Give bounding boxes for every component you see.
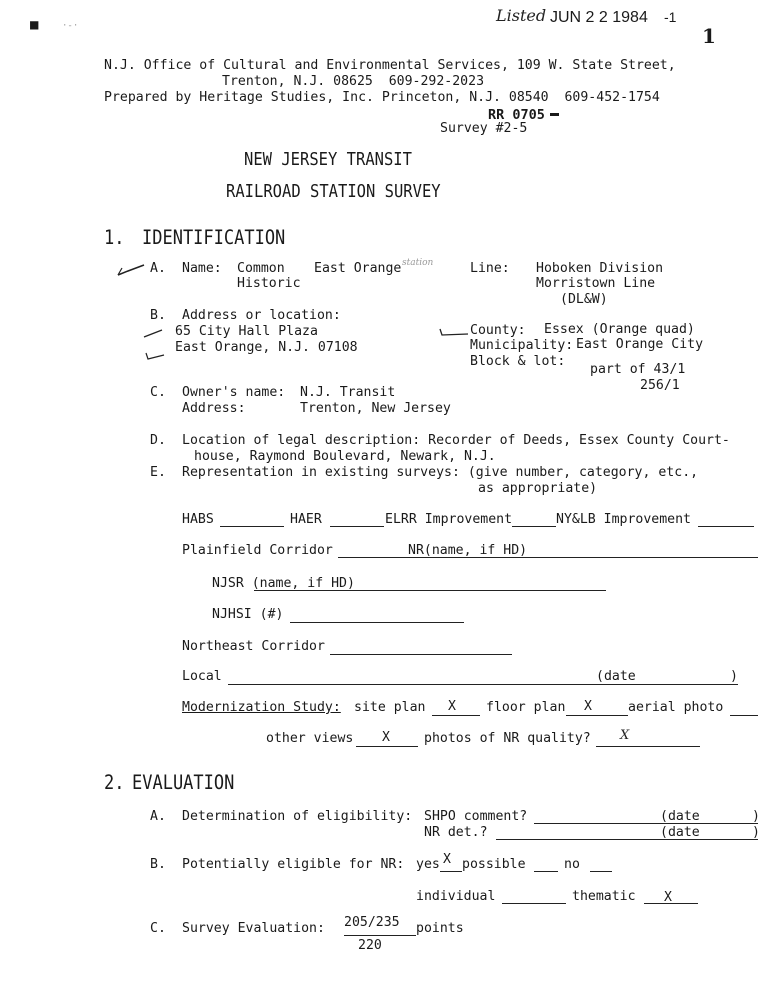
margin-mark: ·-· [62, 21, 79, 31]
other-views-blank [356, 746, 418, 747]
eval-a-label: A. [150, 809, 166, 824]
common-label: Common [237, 261, 285, 276]
score-denominator: 220 [358, 938, 382, 953]
item-c-label: C. [150, 385, 166, 400]
score-blank [344, 935, 416, 936]
title-line2: RAILROAD STATION SURVEY [226, 180, 441, 202]
yes-label: yes [416, 857, 440, 872]
plainfield-label: Plainfield Corridor [182, 543, 333, 558]
line-value-railroad: (DL&W) [560, 292, 608, 307]
thematic-label: thematic [572, 889, 636, 904]
no-label: no [564, 857, 580, 872]
site-plan-blank [432, 715, 480, 716]
existing-surveys-line2: as appropriate) [478, 481, 598, 496]
individual-blank [502, 903, 566, 904]
handwritten-checkmark-icon [144, 349, 166, 361]
address-line1: 65 City Hall Plaza [175, 324, 318, 339]
item-e-label: E. [150, 465, 166, 480]
ref-dash [550, 113, 559, 116]
office-address-line2: Trenton, N.J. 08625 609-292-2023 [222, 74, 485, 89]
habs-label: HABS [182, 512, 214, 527]
photos-nr-blank [596, 746, 700, 747]
njhsi-blank [290, 622, 464, 623]
survey-number: Survey #2-5 [440, 121, 528, 136]
elrr-blank [512, 526, 556, 527]
local-date-close: ) [730, 669, 738, 684]
section1-number: 1. [104, 226, 125, 250]
thematic-value: X [664, 890, 672, 905]
title-line1: NEW JERSEY TRANSIT [244, 148, 412, 170]
name-label: Name: [182, 261, 222, 276]
office-address-line1: N.J. Office of Cultural and Environmental Services, 109 W. State Street, [104, 58, 676, 73]
other-views-value: X [382, 730, 390, 745]
local-date-label: (date [596, 669, 636, 684]
nylb-blank [698, 526, 754, 527]
no-blank [590, 871, 612, 872]
elrr-label: ELRR Improvement [385, 512, 513, 527]
municipality-value: East Orange City [576, 337, 704, 352]
shpo-date-close: ) [752, 809, 760, 824]
section2-number: 2. [104, 771, 125, 795]
floor-plan-label: floor plan [486, 700, 566, 715]
shpo-label: SHPO comment? [424, 809, 528, 824]
nr-label: NR(name, if HD) [408, 543, 528, 558]
aerial-photo-blank [730, 715, 758, 716]
possible-blank [534, 871, 558, 872]
other-views-label: other views [266, 731, 354, 746]
handwritten-checkmark-icon [116, 262, 146, 278]
listed-stamp-word: Listed [496, 6, 547, 25]
local-blank [228, 684, 738, 685]
block-lot-label: Block & lot: [470, 354, 566, 369]
potentially-eligible-label: Potentially eligible for NR: [182, 857, 405, 872]
eligibility-label: Determination of eligibility: [182, 809, 413, 824]
survey-evaluation-label: Survey Evaluation: [182, 921, 325, 936]
njhsi-label: NJHSI (#) [212, 607, 284, 622]
yes-blank [440, 871, 462, 872]
handwritten-checkmark-icon [142, 327, 166, 339]
county-value: Essex (Orange quad) [544, 322, 695, 337]
item-d-label: D. [150, 433, 166, 448]
njsr-label: NJSR (name, if HD) [212, 576, 355, 591]
nylb-label: NY&LB Improvement [556, 512, 691, 527]
legal-description-line2: house, Raymond Boulevard, Newark, N.J. [194, 449, 496, 464]
nr-det-label: NR det.? [424, 825, 488, 840]
photos-nr-value: X [620, 728, 630, 743]
eval-c-label: C. [150, 921, 166, 936]
owner-address-value: Trenton, New Jersey [300, 401, 451, 416]
owner-address-label: Address: [182, 401, 246, 416]
nr-blank [408, 557, 758, 558]
common-name-value: East Orange [314, 261, 402, 276]
prepared-by-line: Prepared by Heritage Studies, Inc. Princeton, N.J. 08540 609-452-1754 [104, 90, 660, 105]
owner-name-label: Owner's name: [182, 385, 286, 400]
section1-heading: IDENTIFICATION [142, 226, 286, 250]
haer-blank [330, 526, 384, 527]
common-name-handwritten: station [402, 258, 434, 268]
nr-det-date-close: ) [752, 825, 760, 840]
local-label: Local [182, 669, 222, 684]
aerial-photo-label: aerial photo [628, 700, 724, 715]
floor-plan-value: X [584, 699, 592, 714]
municipality-label: Municipality: [470, 338, 574, 353]
block-lot-value2: 256/1 [640, 378, 680, 393]
listed-stamp-date: JUN 2 2 1984 [550, 9, 648, 26]
site-plan-value: X [448, 699, 456, 714]
modernization-label: Modernization Study: [182, 700, 341, 715]
njsr-blank [254, 590, 606, 591]
historic-label: Historic [237, 276, 301, 291]
individual-label: individual [416, 889, 496, 904]
photos-nr-label: photos of NR quality? [424, 731, 591, 746]
floor-plan-blank [566, 715, 628, 716]
plainfield-blank [338, 557, 408, 558]
existing-surveys-line1: Representation in existing surveys: (give number, category, etc., [182, 465, 699, 480]
site-plan-label: site plan [354, 700, 426, 715]
shpo-date-label: (date [660, 809, 700, 824]
address-line2: East Orange, N.J. 07108 [175, 340, 358, 355]
item-b-label: B. [150, 308, 166, 323]
score-numerator: 205/235 [344, 915, 400, 930]
northeast-label: Northeast Corridor [182, 639, 325, 654]
nr-det-blank [496, 839, 758, 840]
owner-name-value: N.J. Transit [300, 385, 396, 400]
haer-label: HAER [290, 512, 322, 527]
handwritten-checkmark-icon [438, 327, 472, 339]
habs-blank [220, 526, 284, 527]
block-lot-value1: part of 43/1 [590, 362, 686, 377]
ink-blot-icon: ■ [30, 17, 39, 33]
yes-value: X [443, 852, 451, 867]
address-label: Address or location: [182, 308, 341, 323]
nr-det-date-label: (date [660, 825, 700, 840]
reference-number: RR 0705 [488, 107, 545, 123]
points-label: points [416, 921, 464, 936]
county-label: County: [470, 323, 526, 338]
possible-label: possible [462, 857, 526, 872]
line-value-division: Hoboken Division [536, 261, 664, 276]
legal-description-line1: Location of legal description: Recorder of Deeds, Essex County Court- [182, 433, 730, 448]
line-label: Line: [470, 261, 510, 276]
item-a-label: A. [150, 261, 166, 276]
shpo-blank [534, 823, 758, 824]
listed-stamp-suffix: -1 [664, 9, 677, 25]
page-number: 1 [702, 24, 716, 48]
section2-heading: EVALUATION [132, 771, 235, 795]
line-value-line: Morristown Line [536, 276, 656, 291]
eval-b-label: B. [150, 857, 166, 872]
northeast-blank [330, 654, 512, 655]
